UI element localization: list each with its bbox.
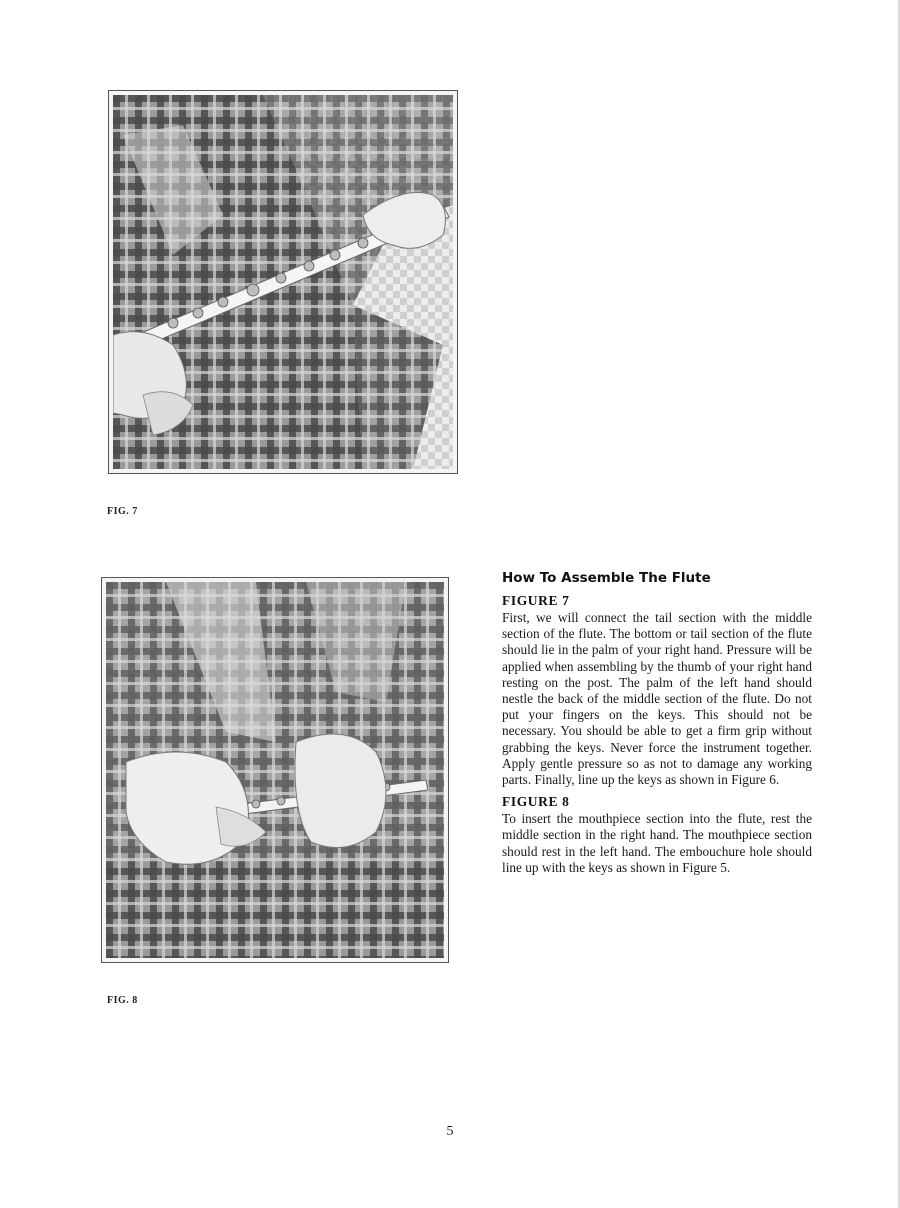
figure-7-caption: FIG. 7: [107, 506, 138, 517]
figure-8-caption: FIG. 8: [107, 995, 138, 1006]
instructions-column: [502, 570, 812, 882]
figure-8-illustration: [106, 582, 444, 958]
figure-7-illustration: [113, 95, 453, 469]
page-number: 5: [446, 1124, 454, 1139]
figure-7-paragraph: First, we will connect the tail section with the middle section of the flute. The bottom or tail section of the flute should lie in the palm of your right hand. Pressure will be applied when assembling by the thumb of your right hand resting on the post. The palm of the left hand should nestle the back of the middle section of the flute. Do not put your fingers on the keys. This should not be necessary. You should be able to get a firm grip without grabbing the keys. Never force the instrument together. Apply gentle pressure so as not to damage any working parts. Finally, line up the keys as shown in Figure 6.: [502, 610, 812, 788]
figure-8-paragraph: To insert the mouthpiece section into the flute, rest the middle section in the right hand. The mouthpiece section should rest in the left hand. The embouchure hole should line up with the keys as shown in Figure 5.: [502, 811, 812, 875]
figure-7-heading: FIGURE 7: [502, 593, 570, 608]
figure-8-photo: [101, 577, 449, 963]
figure-8-heading: FIGURE 8: [502, 794, 570, 810]
figure-7-photo: [108, 90, 458, 474]
section-title: How To Assemble The Flute: [502, 570, 711, 586]
